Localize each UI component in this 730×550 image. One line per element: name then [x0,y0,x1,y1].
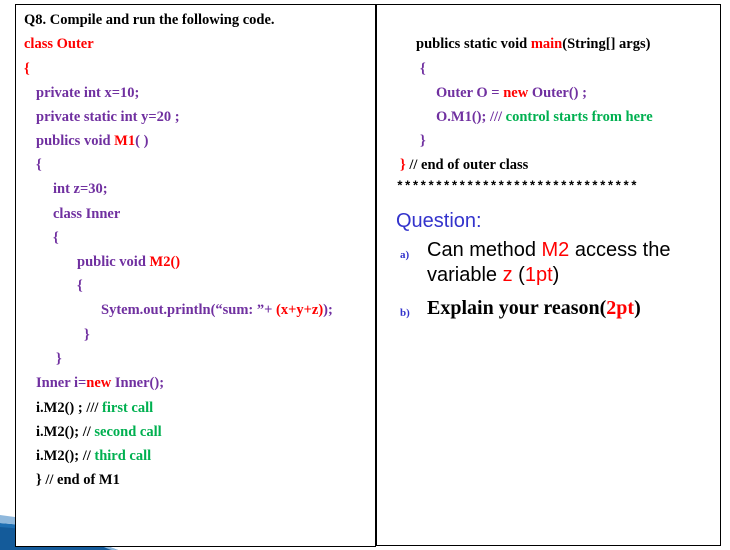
code-text: publics void [36,133,115,149]
right-code-panel [376,4,721,546]
question-a-line-1 [427,238,670,262]
code-text: i.M2(); // [36,448,95,464]
code-line-close-brace: } [56,351,62,367]
code-line-end-m1: } // end of M1 [36,472,120,488]
code-line-main [416,35,650,53]
code-line-int-z: int z=30; [53,181,108,197]
code-line-method-m1 [36,132,148,150]
code-line-class-inner: class Inner [53,206,121,222]
code-text: Inner i= [36,375,87,391]
code-line-open-brace: { [77,278,83,294]
question-text: access the [569,239,671,261]
code-text: Outer O = [436,85,504,101]
code-text: Inner(); [111,375,165,391]
code-line-call-2 [36,423,162,441]
code-text: publics static void [416,36,531,52]
separator-stars: ******************************* [396,179,638,194]
bullet-b: b) [400,307,410,319]
question-text: ) [552,264,560,286]
code-text: O.M1(); /// [436,109,506,125]
code-keyword: main [530,36,563,52]
code-keyword: M1 [114,133,136,149]
highlight-m2: M2 [541,239,570,261]
code-text: ( ) [135,133,149,149]
code-line-method-m2 [77,253,180,271]
code-text: ); [323,302,333,318]
code-line-close-brace: } [84,327,90,343]
code-line-open-brace: { [24,61,30,77]
code-line-class-outer: class Outer [24,36,94,52]
code-text: i.M2() ; /// [36,400,103,416]
code-line-open-brace: { [420,61,426,77]
question-a-line-2 [427,263,559,287]
code-comment: second call [94,424,162,440]
bullet-a: a) [400,249,410,261]
code-line-call-m1 [436,108,653,126]
code-comment: first call [102,400,154,416]
code-keyword: new [503,85,529,101]
code-line-new-outer [436,84,587,102]
code-text: Sytem.out.println(“sum: ”+ [101,302,277,318]
code-text: Outer() ; [528,85,587,101]
question-text: ) [634,297,641,319]
code-line-close-brace: } [420,133,426,149]
code-brace: } [400,157,406,173]
code-comment: third call [94,448,152,464]
code-line-private-y: private static int y=20 ; [36,109,180,125]
left-code-panel [15,4,376,547]
code-comment: // end of outer class [405,157,529,173]
code-line-call-3 [36,447,151,465]
code-keyword: new [86,375,112,391]
code-line-private-x: private int x=10; [36,85,140,101]
code-comment: control starts from here [505,109,653,125]
code-text: public void [77,254,150,270]
question-text: variable [427,264,503,286]
highlight-z: z [502,264,513,286]
code-line-println [101,301,333,319]
code-text: i.M2(); // [36,424,95,440]
code-keyword: M2() [149,254,181,270]
question-title: Question: [396,210,482,232]
code-line-new-inner [36,374,164,392]
code-text: (String[] args) [562,36,651,52]
code-line-call-1 [36,399,153,417]
question-text: Can method [427,239,542,261]
code-line-open-brace: { [53,230,59,246]
question-heading: Q8. Compile and run the following code. [24,12,275,28]
question-text: Explain your reason( [427,297,607,319]
code-line-open-brace: { [36,157,42,173]
question-b-line [427,295,641,321]
points-b: 2pt [606,297,635,319]
points-a: 1pt [524,264,553,286]
code-keyword: (x+y+z) [276,302,324,318]
code-line-end-outer [400,156,528,174]
question-text: ( [512,264,525,286]
